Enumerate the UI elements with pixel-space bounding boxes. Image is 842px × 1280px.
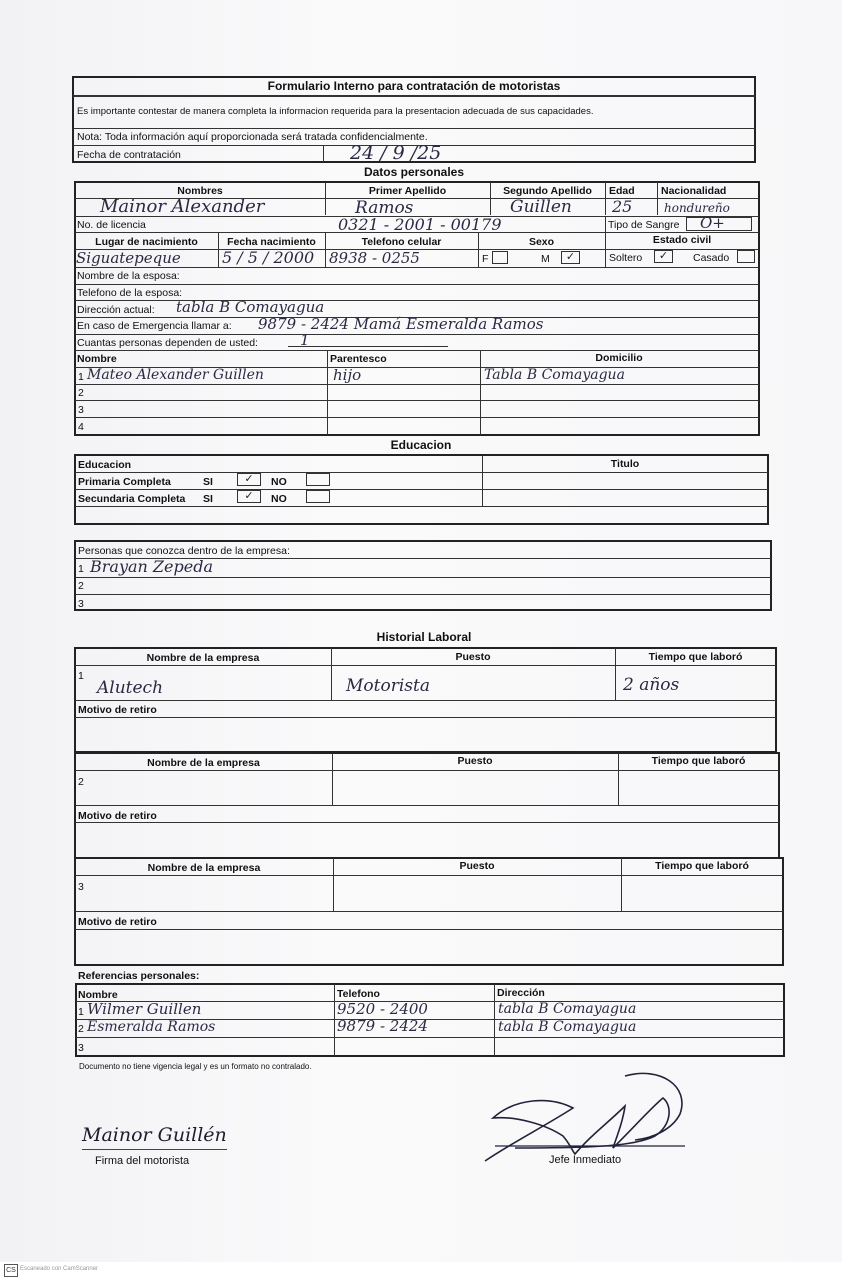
segundo-apellido-value: Guillen [510, 197, 572, 217]
job-3-motivo-label: Motivo de retiro [78, 916, 157, 928]
contact-name: Brayan Zepeda [90, 557, 213, 576]
confidential-note: Nota: Toda información aquí proporcionada será tratada confidencialmente. [77, 131, 428, 143]
header-educacion: Educacion [78, 459, 132, 471]
header-dep-domicilio: Domicilio [595, 352, 643, 364]
contact-row-num: 3 [78, 598, 84, 610]
casado-label: Casado [693, 252, 730, 264]
dependen-value: 1 [300, 331, 310, 349]
dep-nombre: Mateo Alexander Guillen [87, 367, 264, 383]
header-edad: Edad [609, 185, 635, 197]
sangre-label: Tipo de Sangre [608, 219, 680, 231]
job-1-header-puesto: Puesto [455, 651, 491, 663]
dep-row-num: 1 [78, 371, 84, 383]
header-dep-parentesco: Parentesco [330, 353, 387, 365]
nombres-value: Mainor Alexander [100, 196, 265, 217]
header-nacionalidad: Nacionalidad [661, 185, 727, 197]
ref-row-num: 3 [78, 1042, 84, 1054]
header-telefono-celular: Telefono celular [361, 236, 442, 248]
camscanner-text: Escaneado con CamScanner [20, 1266, 99, 1272]
header-dep-nombre: Nombre [77, 353, 117, 365]
casado-checkbox[interactable] [737, 250, 755, 263]
secundaria-si-checkbox[interactable]: ✓ [237, 490, 261, 503]
job-1-header-tiempo: Tiempo que laboró [648, 651, 743, 663]
primaria-si-checkbox[interactable]: ✓ [237, 473, 261, 486]
ref-row-num: 1 [78, 1006, 84, 1018]
sexo-f-label: F [482, 253, 489, 265]
dep-domicilio: Tabla B Comayagua [484, 367, 625, 383]
sexo-m-label: M [541, 253, 550, 265]
sangre-value: O+ [700, 214, 725, 232]
ref-direccion: tabla B Comayagua [498, 1019, 637, 1035]
primaria-no-checkbox[interactable] [306, 473, 330, 486]
header-fecha-nacimiento: Fecha nacimiento [227, 236, 316, 248]
section-datos-personales: Datos personales [363, 165, 465, 179]
job-3-header-empresa: Nombre de la empresa [147, 862, 261, 874]
edad-value: 25 [612, 197, 633, 216]
ref-header-nombre: Nombre [78, 989, 118, 1001]
job-2-header-tiempo: Tiempo que laboró [651, 755, 746, 767]
lugar-nacimiento-value: Siguatepeque [76, 249, 181, 267]
ref-nombre: Esmeralda Ramos [87, 1019, 216, 1035]
header-titulo: Titulo [610, 458, 640, 470]
sexo-f-checkbox[interactable] [492, 251, 508, 264]
job-3-header-tiempo: Tiempo que laboró [655, 860, 749, 872]
soltero-checkbox[interactable]: ✓ [654, 250, 673, 263]
header-primer-apellido: Primer Apellido [368, 185, 447, 197]
dependen-label: Cuantas personas dependen de usted: [77, 337, 258, 349]
hiring-date-label: Fecha de contratación [77, 149, 181, 161]
fecha-nacimiento-value: 5 / 5 / 2000 [222, 248, 315, 267]
header-sexo: Sexo [528, 236, 555, 248]
secundaria-no-checkbox[interactable] [306, 490, 330, 503]
ref-header-direccion: Dirección [497, 987, 545, 999]
ref-row-num: 2 [78, 1023, 84, 1035]
secundaria-si: SI [203, 493, 213, 505]
header-segundo-apellido: Segundo Apellido [503, 185, 592, 197]
ref-telefono: 9879 - 2424 [337, 1017, 428, 1035]
contact-row-num: 2 [78, 580, 84, 592]
ref-header-telefono: Telefono [337, 988, 380, 1000]
emergencia-value: 9879 - 2424 Mamá Esmeralda Ramos [258, 315, 544, 333]
nacionalidad-value: hondureño [664, 201, 730, 215]
esposa-label: Nombre de la esposa: [77, 270, 180, 282]
direccion-value: tabla B Comayagua [176, 298, 325, 316]
job-1-tiempo: 2 años [623, 675, 680, 695]
sexo-m-checkbox[interactable]: ✓ [561, 251, 580, 264]
job-2-header-empresa: Nombre de la empresa [147, 757, 260, 769]
job-1-puesto: Motorista [346, 676, 430, 696]
telefono-celular-value: 8938 - 0255 [329, 249, 420, 267]
section-historial-laboral: Historial Laboral [376, 630, 472, 644]
header-lugar-nacimiento: Lugar de nacimiento [95, 236, 198, 248]
primer-apellido-value: Ramos [355, 198, 414, 218]
job-3-num: 3 [78, 881, 84, 893]
driver-signature-label: Firma del motorista [95, 1155, 190, 1167]
scanner-footer-bar [0, 1262, 842, 1280]
job-1-num: 1 [78, 670, 84, 682]
job-3-header-puesto: Puesto [459, 860, 495, 872]
job-1-header-empresa: Nombre de la empresa [146, 652, 260, 664]
header-nombres: Nombres [177, 185, 223, 197]
camscanner-icon: CS [4, 1264, 18, 1277]
primaria-no: NO [271, 476, 287, 488]
licencia-value: 0321 - 2001 - 00179 [338, 215, 502, 234]
secundaria-no: NO [271, 493, 287, 505]
ref-telefono: 9520 - 2400 [337, 1000, 428, 1018]
references-label: Referencias personales: [78, 970, 200, 982]
contact-row-num: 1 [78, 563, 84, 575]
licencia-label: No. de licencia [77, 219, 146, 231]
job-2-header-puesto: Puesto [457, 755, 493, 767]
emergencia-label: En caso de Emergencia llamar a: [77, 320, 232, 332]
telefono-esposa-label: Telefono de la esposa: [77, 287, 183, 299]
form-intro: Es importante contestar de manera completa la informacion requerida para la presentacion adecuada de sus capacidades. [77, 106, 594, 117]
section-educacion: Educacion [390, 438, 452, 452]
ref-nombre: Wilmer Guillen [87, 1000, 202, 1018]
ref-direccion: tabla B Comayagua [498, 1001, 637, 1017]
boss-signature-label: Jefe Inmediato [549, 1154, 622, 1166]
dep-parentesco: hijo [333, 366, 362, 384]
secundaria-label: Secundaria Completa [78, 493, 186, 505]
direccion-label: Dirección actual: [77, 304, 155, 316]
job-2-num: 2 [78, 776, 84, 788]
form-title: Formulario Interno para contratación de motoristas [267, 79, 561, 93]
dep-row-num: 4 [78, 421, 84, 433]
job-2-motivo-label: Motivo de retiro [78, 810, 157, 822]
driver-signature: Mainor Guillén [82, 1124, 227, 1146]
job-1-motivo-label: Motivo de retiro [78, 704, 157, 716]
primaria-label: Primaria Completa [78, 476, 171, 488]
soltero-label: Soltero [609, 252, 643, 264]
dep-row-num: 3 [78, 404, 84, 416]
header-estado-civil: Estado civil [652, 234, 712, 246]
dep-row-num: 2 [78, 387, 84, 399]
disclaimer: Documento no tiene vigencia legal y es un formato no contralado. [79, 1062, 312, 1071]
contacts-label: Personas que conozca dentro de la empresa: [78, 545, 290, 557]
hiring-date-value: 24 / 9 /25 [350, 142, 442, 164]
job-1-empresa: Alutech [97, 678, 164, 698]
primaria-si: SI [203, 476, 213, 488]
